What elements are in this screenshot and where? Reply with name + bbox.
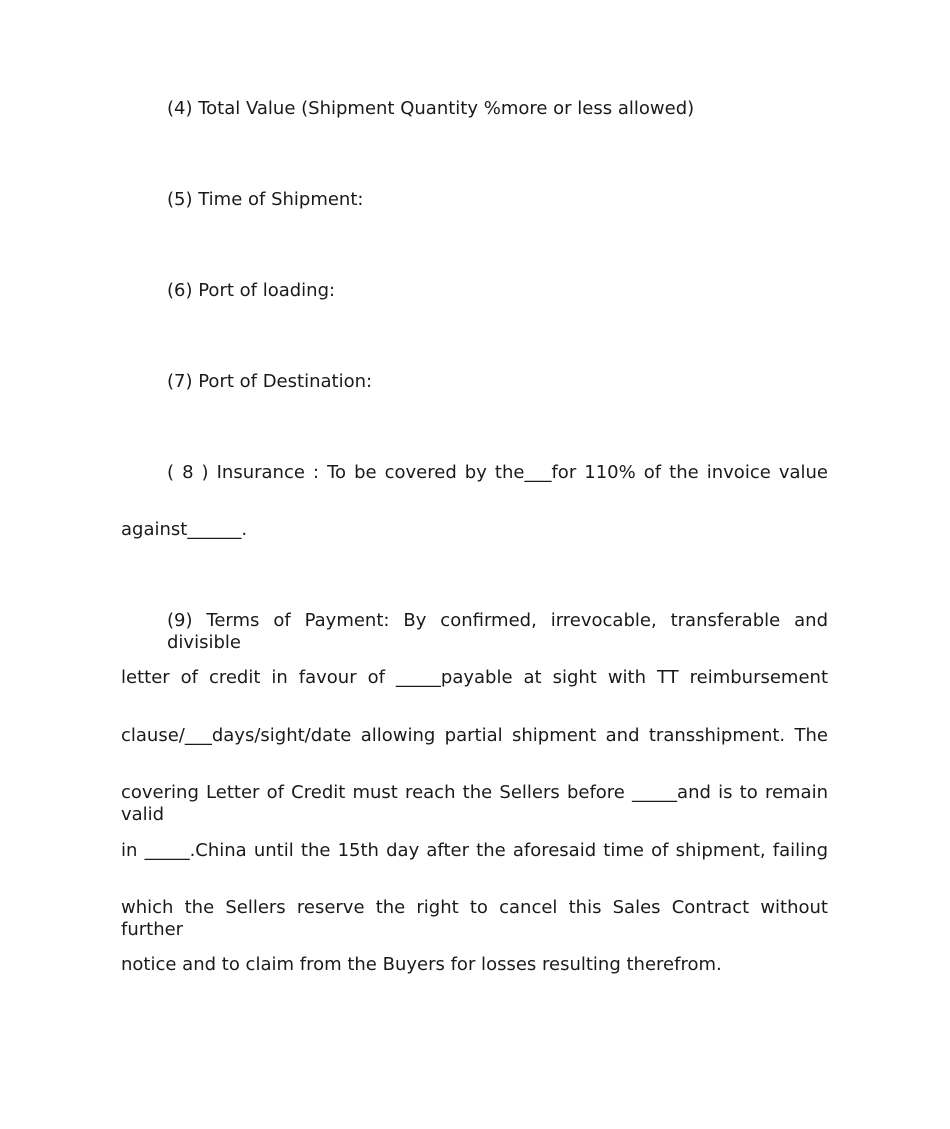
clause-9-line: (9) Terms of Payment: By confirmed, irrevocable, transferable and divisible [167, 610, 828, 653]
clause-9-line: clause/___days/sight/date allowing partial shipment and transshipment. The [121, 724, 828, 746]
clause-9-line: which the Sellers reserve the right to cancel this Sales Contract without further [121, 896, 828, 940]
clause-9-line: covering Letter of Credit must reach the Sellers before _____and is to remain valid [121, 782, 828, 826]
clause-4-total-value: (4) Total Value (Shipment Quantity %more or less allowed) [167, 98, 695, 119]
clause-8-line: against______. [121, 519, 248, 541]
clause-8-line: ( 8 ) Insurance : To be covered by the___for 110% of the invoice value [167, 462, 828, 483]
clause-9-line: in _____.China until the 15th day after the aforesaid time of shipment, failing [121, 839, 828, 861]
clause-7-port-of-destination: (7) Port of Destination: [167, 371, 373, 392]
clause-9-terms-of-payment [121, 610, 828, 1012]
clause-6-port-of-loading: (6) Port of loading: [167, 280, 336, 301]
clause-9-line: notice and to claim from the Buyers for losses resulting therefrom. [121, 954, 722, 976]
clause-8-insurance [121, 462, 828, 577]
clause-9-line: letter of credit in favour of _____payable at sight with TT reimbursement [121, 667, 828, 689]
clause-5-time-of-shipment: (5) Time of Shipment: [167, 189, 364, 210]
